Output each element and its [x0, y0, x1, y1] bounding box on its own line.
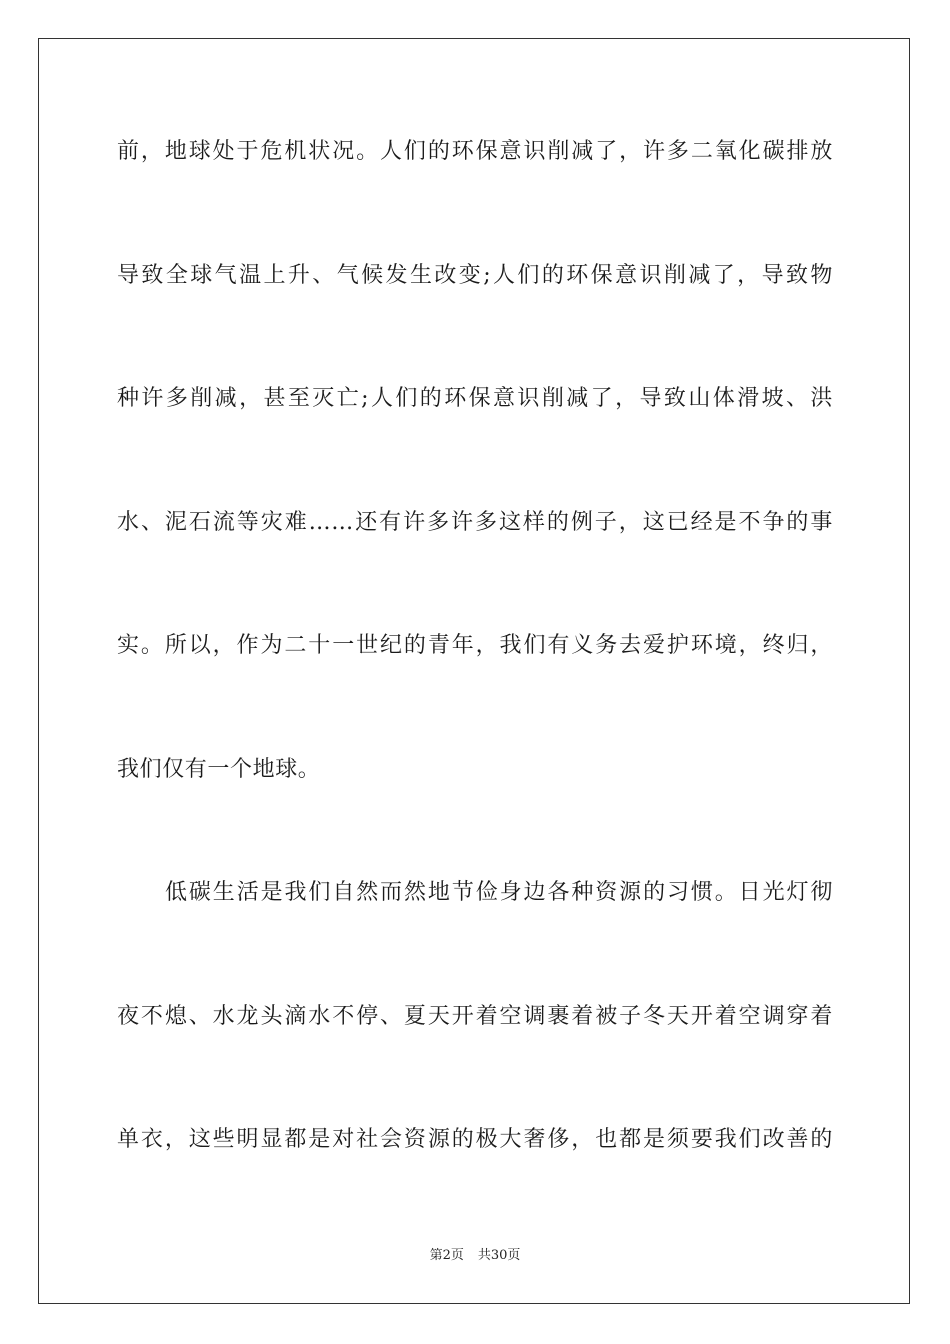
text-line: 种许多削减，甚至灭亡;人们的环保意识削减了，导致山体滑坡、洪 [117, 386, 833, 411]
page-number: 第2页 [429, 1248, 464, 1263]
total-pages: 共30页 [477, 1248, 521, 1263]
text-line: 夜不熄、水龙头滴水不停、夏天开着空调裹着被子冬天开着空调穿着 [117, 1003, 833, 1029]
text-line-paragraph-start: 低碳生活是我们自然而然地节俭身边各种资源的习惯。日光灯彻 [165, 880, 833, 905]
text-line: 水、泥石流等灾难……还有许多许多这样的例子，这已经是不争的事 [117, 509, 833, 535]
text-line-paragraph-end: 我们仅有一个地球。 [117, 756, 321, 782]
text-line: 前，地球处于危机状况。人们的环保意识削减了，许多二氧化碳排放 [117, 139, 833, 164]
text-line: 导致全球气温上升、气候发生改变;人们的环保意识削减了，导致物 [117, 262, 833, 288]
text-line: 实。所以，作为二十一世纪的青年，我们有义务去爱护环境，终归， [117, 633, 833, 658]
page-footer [0, 1244, 950, 1263]
text-line: 单衣，这些明显都是对社会资源的极大奢侈，也都是须要我们改善的 [117, 1127, 833, 1152]
document-body [117, 128, 833, 1240]
